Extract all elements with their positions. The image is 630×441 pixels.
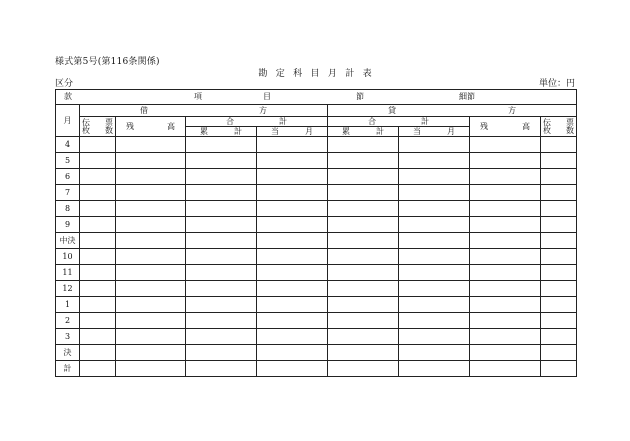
month-cell: 4: [56, 137, 80, 153]
table-cell[interactable]: [116, 361, 186, 377]
account-header-row: [56, 90, 577, 105]
table-cell[interactable]: [186, 265, 257, 281]
table-cell[interactable]: [116, 153, 186, 169]
table-cell[interactable]: [328, 153, 399, 169]
table-cell[interactable]: [399, 297, 470, 313]
table-cell[interactable]: [328, 313, 399, 329]
table-cell[interactable]: [399, 185, 470, 201]
table-row: [56, 313, 577, 329]
table-cell[interactable]: [80, 153, 116, 169]
table-cell[interactable]: [257, 329, 328, 345]
table-cell[interactable]: [80, 281, 116, 297]
table-cell[interactable]: [328, 233, 399, 249]
table-cell[interactable]: [399, 201, 470, 217]
table-cell[interactable]: [328, 249, 399, 265]
table-cell[interactable]: [541, 201, 577, 217]
debit-cumulative-header: 累 計: [186, 127, 257, 137]
title-char: 月: [327, 69, 337, 79]
table-cell[interactable]: [399, 281, 470, 297]
table-cell[interactable]: [541, 217, 577, 233]
table-cell[interactable]: [399, 153, 470, 169]
table-cell[interactable]: [328, 201, 399, 217]
table-cell[interactable]: [116, 233, 186, 249]
table-cell[interactable]: [399, 345, 470, 361]
debit-current-month-header: 当 月: [257, 127, 328, 137]
table-row: [56, 137, 577, 153]
table-cell[interactable]: [116, 281, 186, 297]
credit-slip-count-header: 伝 票 枚 数: [541, 117, 577, 137]
table-cell[interactable]: [186, 345, 257, 361]
title-char: 表: [362, 69, 372, 79]
table-cell[interactable]: [328, 169, 399, 185]
debit-slip-count-header: 伝 票 枚 数: [80, 117, 116, 137]
credit-balance-header: 残 高: [470, 117, 541, 137]
credit-header: 貸 方: [328, 105, 577, 117]
table-row: [56, 329, 577, 345]
table-cell[interactable]: [541, 233, 577, 249]
table-cell[interactable]: [116, 201, 186, 217]
table-cell[interactable]: [399, 265, 470, 281]
credit-total-header: 合 計: [328, 117, 470, 127]
table-cell[interactable]: [470, 297, 541, 313]
table-cell[interactable]: [257, 297, 328, 313]
table-cell[interactable]: [399, 137, 470, 153]
table-cell[interactable]: [116, 137, 186, 153]
table-cell[interactable]: [257, 153, 328, 169]
page-title: [0, 66, 630, 79]
table-cell[interactable]: [399, 169, 470, 185]
table-cell[interactable]: [541, 345, 577, 361]
table-cell[interactable]: [80, 265, 116, 281]
table-cell[interactable]: [116, 329, 186, 345]
table-cell[interactable]: [186, 217, 257, 233]
month-cell: 5: [56, 153, 80, 169]
debit-balance-header: 残 高: [116, 117, 186, 137]
table-cell[interactable]: [470, 185, 541, 201]
table-cell[interactable]: [80, 329, 116, 345]
month-cell: 中決: [56, 233, 80, 249]
debit-total-header: 合 計: [186, 117, 328, 127]
table-cell[interactable]: [328, 185, 399, 201]
table-cell[interactable]: [257, 265, 328, 281]
credit-current-month-header: 当 月: [399, 127, 470, 137]
table-cell[interactable]: [541, 185, 577, 201]
table-cell[interactable]: [541, 329, 577, 345]
month-cell: 6: [56, 169, 80, 185]
table-cell[interactable]: [541, 169, 577, 185]
month-cell: 計: [56, 361, 80, 377]
table-cell[interactable]: [399, 217, 470, 233]
ledger-table: [55, 89, 577, 377]
table-cell[interactable]: [470, 153, 541, 169]
moku-label: 目: [263, 92, 271, 101]
title-char: 科: [293, 69, 303, 79]
table-cell[interactable]: [328, 137, 399, 153]
kan-label: 款: [64, 92, 72, 101]
table-cell[interactable]: [186, 233, 257, 249]
month-cell: 1: [56, 297, 80, 313]
title-char: 目: [310, 69, 320, 79]
table-cell[interactable]: [80, 169, 116, 185]
table-cell[interactable]: [80, 345, 116, 361]
table-row: [56, 153, 577, 169]
table-cell[interactable]: [328, 345, 399, 361]
unit-label: 単位：円: [538, 79, 575, 89]
table-cell[interactable]: [116, 169, 186, 185]
month-cell: 12: [56, 281, 80, 297]
table-cell[interactable]: [116, 265, 186, 281]
table-cell[interactable]: [328, 281, 399, 297]
table-cell[interactable]: [470, 345, 541, 361]
table-cell[interactable]: [328, 361, 399, 377]
table-cell[interactable]: [257, 169, 328, 185]
table-cell[interactable]: [470, 313, 541, 329]
month-cell: 7: [56, 185, 80, 201]
table-cell[interactable]: [116, 249, 186, 265]
table-cell[interactable]: [399, 249, 470, 265]
month-header: 月: [56, 105, 80, 137]
table-cell[interactable]: [186, 281, 257, 297]
table-cell[interactable]: [470, 169, 541, 185]
table-cell[interactable]: [257, 281, 328, 297]
table-cell[interactable]: [328, 265, 399, 281]
table-row: [56, 201, 577, 217]
table-cell[interactable]: [257, 233, 328, 249]
table-cell[interactable]: [541, 153, 577, 169]
table-cell[interactable]: [470, 361, 541, 377]
debit-header: 借 方: [80, 105, 328, 117]
table-cell[interactable]: [186, 201, 257, 217]
table-cell[interactable]: [399, 329, 470, 345]
table-cell[interactable]: [399, 313, 470, 329]
table-cell[interactable]: [116, 217, 186, 233]
table-cell[interactable]: [541, 137, 577, 153]
side-header-row: [56, 105, 577, 117]
table-row: [56, 169, 577, 185]
table-cell[interactable]: [186, 169, 257, 185]
table-cell[interactable]: [257, 361, 328, 377]
table-cell[interactable]: [257, 137, 328, 153]
table-cell[interactable]: [541, 313, 577, 329]
table-cell[interactable]: [399, 233, 470, 249]
table-cell[interactable]: [186, 313, 257, 329]
table-cell[interactable]: [257, 313, 328, 329]
table-cell[interactable]: [328, 297, 399, 313]
table-cell[interactable]: [470, 201, 541, 217]
table-cell[interactable]: [186, 137, 257, 153]
table-cell[interactable]: [80, 233, 116, 249]
table-cell[interactable]: [80, 137, 116, 153]
table-cell[interactable]: [186, 297, 257, 313]
month-cell: 3: [56, 329, 80, 345]
month-cell: 11: [56, 265, 80, 281]
table-row: [56, 217, 577, 233]
table-cell[interactable]: [80, 313, 116, 329]
table-cell[interactable]: [257, 201, 328, 217]
title-char: 計: [345, 69, 355, 79]
table-row: [56, 281, 577, 297]
table-cell[interactable]: [328, 329, 399, 345]
table-cell[interactable]: [470, 329, 541, 345]
table-cell[interactable]: [541, 281, 577, 297]
table-cell[interactable]: [470, 137, 541, 153]
table-cell[interactable]: [470, 265, 541, 281]
month-cell: 決: [56, 345, 80, 361]
table-row: [56, 185, 577, 201]
table-cell[interactable]: [116, 297, 186, 313]
table-cell[interactable]: [80, 201, 116, 217]
table-cell[interactable]: [80, 297, 116, 313]
table-cell[interactable]: [541, 297, 577, 313]
table-cell[interactable]: [470, 233, 541, 249]
table-cell[interactable]: [80, 217, 116, 233]
month-cell: 9: [56, 217, 80, 233]
table-cell[interactable]: [257, 345, 328, 361]
table-cell[interactable]: [541, 361, 577, 377]
table-cell[interactable]: [541, 265, 577, 281]
table-cell[interactable]: [257, 249, 328, 265]
month-cell: 10: [56, 249, 80, 265]
month-cell: 8: [56, 201, 80, 217]
table-cell[interactable]: [80, 249, 116, 265]
table-cell[interactable]: [399, 361, 470, 377]
table-row: [56, 233, 577, 249]
saisetsu-label: 細節: [459, 92, 475, 101]
ko-label: 項: [194, 92, 202, 101]
form-number: 様式第5号(第116条関係): [55, 57, 160, 67]
credit-cumulative-header: 累 計: [328, 127, 399, 137]
table-cell[interactable]: [328, 217, 399, 233]
table-cell[interactable]: [186, 249, 257, 265]
section-label: 区分: [55, 79, 74, 89]
table-cell[interactable]: [470, 249, 541, 265]
month-cell: 2: [56, 313, 80, 329]
title-char: 勘: [258, 69, 268, 79]
table-cell[interactable]: [116, 345, 186, 361]
table-row: [56, 345, 577, 361]
table-cell[interactable]: [116, 185, 186, 201]
title-char: 定: [275, 69, 285, 79]
table-row: [56, 361, 577, 377]
table-cell[interactable]: [541, 249, 577, 265]
table-cell[interactable]: [470, 217, 541, 233]
table-row: [56, 249, 577, 265]
table-cell[interactable]: [257, 185, 328, 201]
table-cell[interactable]: [186, 329, 257, 345]
table-cell[interactable]: [116, 313, 186, 329]
subheader-row: [56, 117, 577, 127]
table-row: [56, 265, 577, 281]
table-cell[interactable]: [80, 361, 116, 377]
table-cell[interactable]: [186, 153, 257, 169]
table-cell[interactable]: [186, 361, 257, 377]
table-row: [56, 297, 577, 313]
setsu-label: 節: [356, 92, 364, 101]
table-cell[interactable]: [186, 185, 257, 201]
table-cell[interactable]: [257, 217, 328, 233]
table-cell[interactable]: [470, 281, 541, 297]
table-cell[interactable]: [80, 185, 116, 201]
